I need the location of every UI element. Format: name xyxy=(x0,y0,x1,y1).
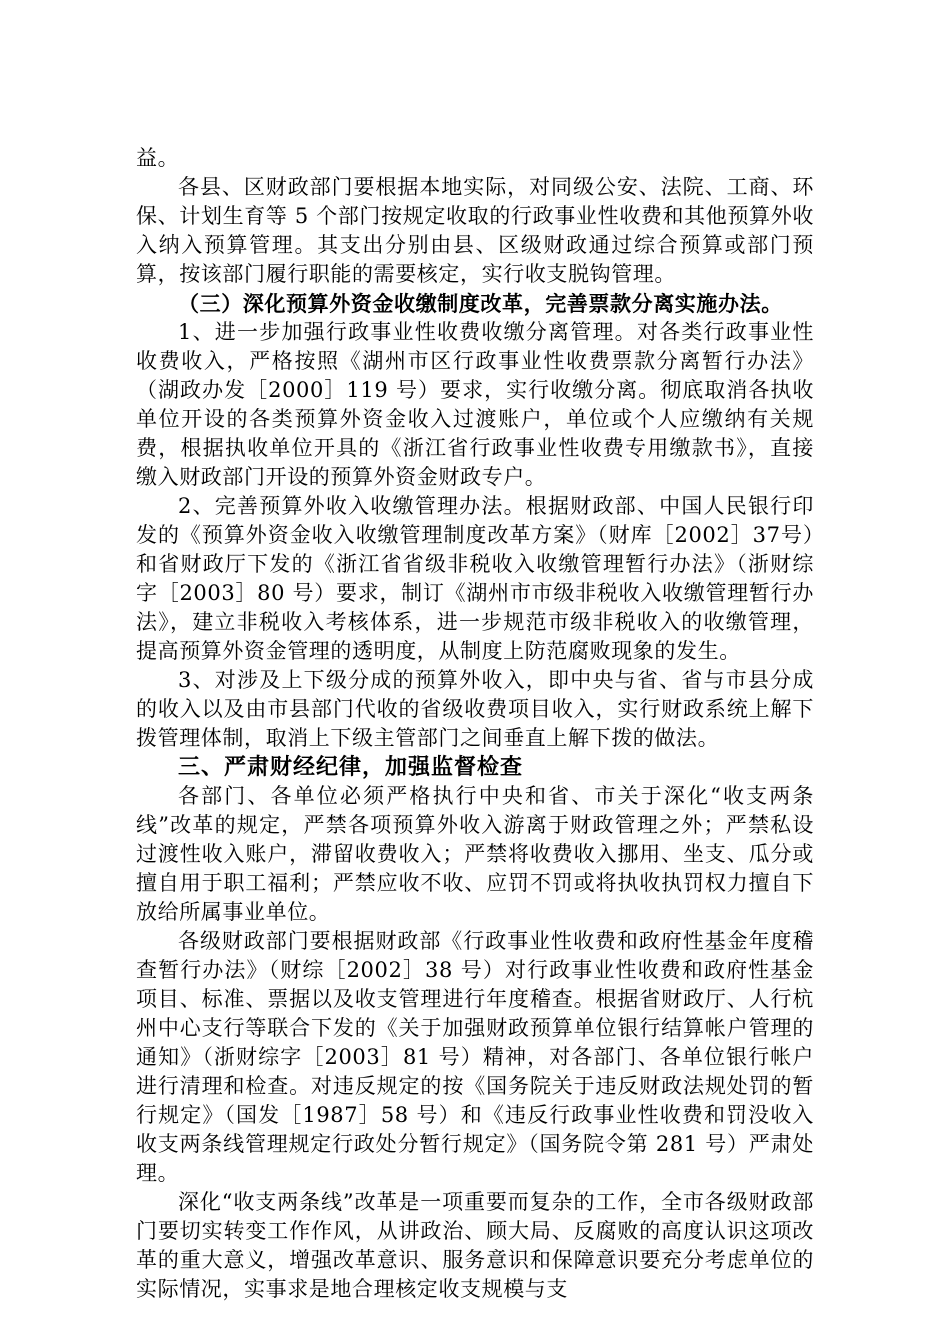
chapter-heading-discipline: 三、严肃财经纪律，加强监督检查 xyxy=(178,755,524,780)
paragraph-continuation: 益。 xyxy=(136,146,180,170)
paragraph-item-1: 1、进一步加强行政事业性收费收缴分离管理。对各类行政事业性收费收入，严格按照《湖州市区行政事业性收费票款分离暂行办法》（湖政办发［2000］119 号）要求，实行收缴分离。彻底取消各执收单位开设的各类预算外资金收入过渡账户，单位或个人应缴纳有关规费，根据执收单位开具的《浙江省行政事业性收费专用缴款书》，直接缴入财政部门开设的预算外资金财政专户。 xyxy=(136,320,814,489)
section-heading-3: （三）深化预算外资金收缴制度改革，完善票款分离实施办法。 xyxy=(178,291,783,316)
paragraph-county-budget: 各县、区财政部门要根据本地实际，对同级公安、法院、工商、环保、计划生育等 5 个部门按规定收取的行政事业性收费和其他预算外收入纳入预算管理。其支出分别由县、区级财政通过综合预算或部门预算，按该部门履行职能的需要核定，实行收支脱钩管理。 xyxy=(136,175,814,286)
paragraph-item-3: 3、对涉及上下级分成的预算外收入，即中央与省、省与市县分成的收入以及由市县部门代收的省级收费项目收入，实行财政系统上解下拨管理体制，取消上下级主管部门之间垂直上解下拨的做法。 xyxy=(136,668,814,750)
paragraph-item-2: 2、完善预算外收入收缴管理办法。根据财政部、中国人民银行印发的《预算外资金收入收缴管理制度改革方案》（财库［2002］37号）和省财政厅下发的《浙江省省级非税收入收缴管理暂行办法》（浙财综字［2003］80 号）要求，制订《湖州市市级非税收入收缴管理暂行办法》，建立非税收入考核体系，进一步规范市级非税收入的收缴管理，提高预算外资金管理的透明度，从制度上防范腐败现象的发生。 xyxy=(136,494,814,663)
paragraph-inspection: 各级财政部门要根据财政部《行政事业性收费和政府性基金年度稽查暂行办法》（财综［2002］38 号）对行政事业性收费和政府性基金项目、标准、票据以及收支管理进行年度稽查。根据省财政厅、人行杭州中心支行等联合下发的《关于加强财政预算单位银行结算帐户管理的通知》（浙财综字［2003］81 号）精神，对各部门、各单位银行帐户进行清理和检查。对违反规定的按《国务院关于违反财政法规处罚的暂行规定》（国发［1987］58 号）和《违反行政事业性收费和罚没收入收支两条线管理规定行政处分暂行规定》（国务院令第 281 号）严肃处理。 xyxy=(136,929,814,1185)
paragraph-conclusion: 深化“收支两条线”改革是一项重要而复杂的工作，全市各级财政部门要切实转变工作作风，从讲政治、顾大局、反腐败的高度认识这项改革的重大意义，增强改革意识、服务意识和保障意识要充分考虑单位的实际情况，实事求是地合理核定收支规模与支 xyxy=(136,1190,814,1301)
document-body xyxy=(136,144,814,1304)
paragraph-prohibitions: 各部门、各单位必须严格执行中央和省、市关于深化“收支两条线”改革的规定，严禁各项预算外收入游离于财政管理之外；严禁私设过渡性收入账户，滞留收费收入；严禁将收费收入挪用、坐支、瓜分或擅自用于职工福利；严禁应收不收、应罚不罚或将执收执罚权力擅自下放给所属事业单位。 xyxy=(136,784,814,924)
